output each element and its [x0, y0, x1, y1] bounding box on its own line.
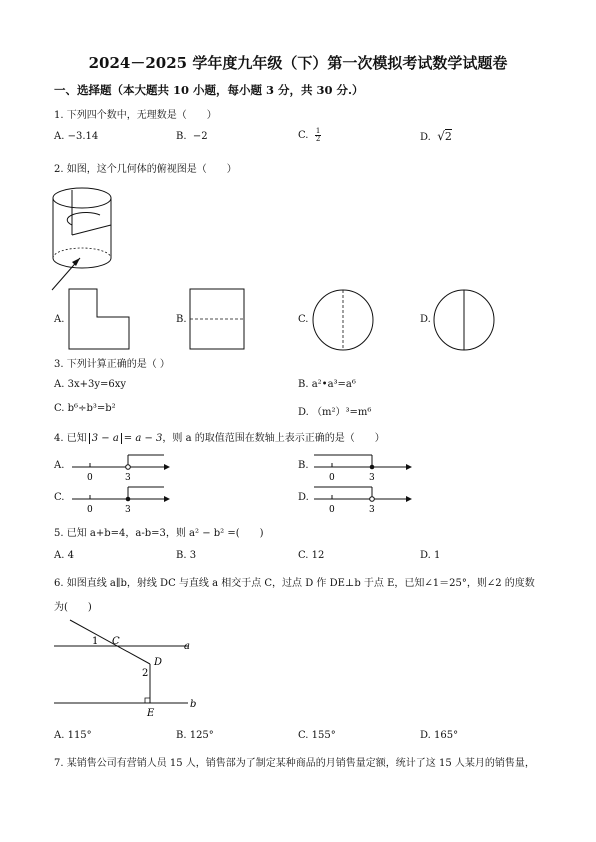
q4-number-line-b	[314, 454, 414, 486]
q4-number-line-d	[314, 486, 414, 518]
label-angle-1: 1	[92, 636, 99, 647]
tick-3: 3	[369, 505, 375, 515]
q5-option-c: C. 12	[298, 550, 325, 561]
q2-option-a-figure	[68, 288, 130, 350]
tick-3: 3	[369, 473, 375, 483]
q4-option-b-label: B.	[298, 460, 309, 471]
tick-0: 0	[329, 473, 335, 483]
q3-option-d: D. （m²）³=m⁶	[298, 407, 372, 418]
label-line-a: a	[184, 641, 190, 652]
q2-option-b-figure	[189, 288, 245, 350]
tick-0: 0	[329, 505, 335, 515]
q2-option-d-figure	[433, 289, 495, 351]
section-heading: 一、选择题（本大题共 10 小题，每小题 3 分，共 30 分.）	[54, 83, 364, 97]
tick-3: 3	[125, 473, 131, 483]
q6-geometry-figure	[52, 618, 212, 718]
q5-option-a: A. 4	[54, 550, 74, 561]
question-5-stem: 5. 已知 a+b=4，a-b=3，则 a² − b² =( )	[54, 528, 264, 539]
q2-option-b-label: B.	[176, 314, 187, 325]
q1-option-c: C. $\frac{1}{2}$	[298, 127, 321, 143]
q4-option-a-label: A.	[54, 460, 65, 471]
q1-option-a: A. −3.14	[54, 131, 99, 142]
q4-option-c-label: C.	[54, 492, 65, 503]
question-1-stem: 1. 下列四个数中，无理数是（ ）	[54, 110, 217, 121]
question-3-stem: 3. 下列计算正确的是（ ）	[54, 359, 170, 370]
q3-option-b: B. a²•a³=a⁶	[298, 379, 356, 390]
q4-option-d-label: D.	[298, 492, 309, 503]
page-title: 2024－2025 学年度九年级（下）第一次模拟考试数学试题卷	[88, 54, 508, 72]
tick-0: 0	[87, 505, 93, 515]
solid-figure	[50, 180, 130, 290]
label-C: C	[112, 636, 120, 647]
tick-3: 3	[125, 505, 131, 515]
q6-option-b: B. 125°	[176, 730, 214, 741]
label-D: D	[154, 657, 163, 668]
tick-0: 0	[87, 473, 93, 483]
q5-option-b: B. 3	[176, 550, 197, 561]
q3-option-a: A. 3x+3y=6xy	[54, 379, 127, 390]
q2-option-a-label: A.	[54, 314, 65, 325]
q1-option-b: B. −2	[176, 131, 208, 142]
sqrt-icon: √	[437, 129, 445, 143]
q6-option-c: C. 155°	[298, 730, 336, 741]
fraction: $\frac{1}{2}$	[315, 127, 321, 143]
question-4-stem: 4. 已知 3 − a = a − 3，则 a 的取值范围在数轴上表示正确的是（ ）	[54, 433, 385, 444]
question-6-stem: 6. 如图直线 a∥b，射线 DC 与直线 a 相交于点 C，过点 D 作 DE⊥b 于点 E，已知∠1＝25°，则∠2 的度数	[54, 578, 535, 589]
question-2-stem: 2. 如图，这个几何体的俯视图是（ ）	[54, 164, 237, 175]
absolute-value: 3 − a	[89, 433, 122, 444]
label-E: E	[147, 708, 155, 719]
question-6-stem-continued: 为( )	[54, 602, 92, 613]
q1-option-d: D. √2	[420, 129, 452, 143]
q4-number-line-a	[72, 454, 172, 486]
q2-option-c-figure	[312, 289, 374, 351]
q6-option-d: D. 165°	[420, 730, 459, 741]
q2-option-d-label: D.	[420, 314, 431, 325]
q3-option-c: C. b⁶÷b³=b²	[54, 403, 116, 414]
q6-option-a: A. 115°	[54, 730, 92, 741]
q5-option-d: D. 1	[420, 550, 441, 561]
q2-option-c-label: C.	[298, 314, 309, 325]
label-line-b: b	[190, 699, 197, 710]
q4-number-line-c	[72, 486, 172, 518]
label-angle-2: 2	[142, 668, 149, 679]
question-7-stem: 7. 某销售公司有营销人员 15 人，销售部为了制定某种商品的月销售量定额，统计了这 15 人某月的销售量，	[54, 758, 535, 769]
